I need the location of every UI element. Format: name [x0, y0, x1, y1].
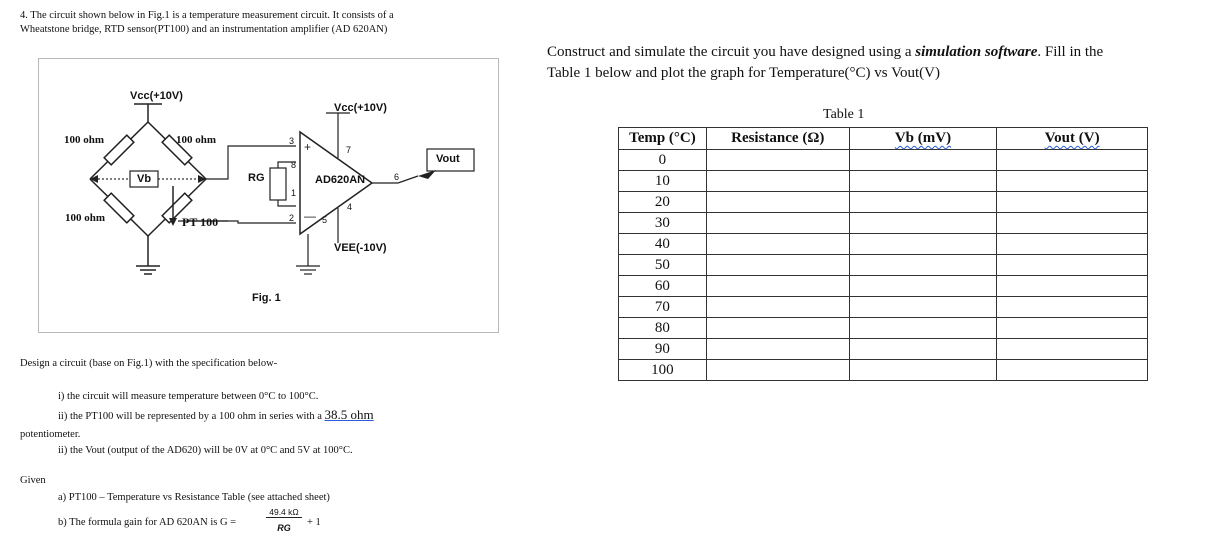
- spec-1: i) the circuit will measure temperature between 0°C to 100°C.: [58, 391, 319, 402]
- table-row: [619, 192, 1148, 213]
- vout-cell[interactable]: [997, 318, 1148, 339]
- svg-text:+: +: [304, 140, 312, 154]
- table-row: [619, 339, 1148, 360]
- vb-cell[interactable]: [849, 360, 997, 381]
- vb-cell[interactable]: [849, 234, 997, 255]
- vcc-left-label: Vcc(+10V): [130, 90, 183, 102]
- question-line-1: 4. The circuit shown below in Fig.1 is a temperature measurement circuit. It consists of a: [20, 10, 394, 21]
- resistance-cell[interactable]: [706, 276, 849, 297]
- spec-2-value: 38.5 ohm: [324, 407, 374, 422]
- temp-cell: 40: [619, 234, 707, 255]
- spec-2-continued: potentiometer.: [20, 429, 81, 440]
- amp-label: AD620AN: [315, 174, 366, 186]
- temp-cell: 90: [619, 339, 707, 360]
- resistance-cell[interactable]: [706, 360, 849, 381]
- pin-6: 6: [394, 172, 400, 182]
- vcc-right-label: Vcc(+10V): [334, 102, 387, 114]
- vout-cell[interactable]: [997, 360, 1148, 381]
- vout-cell[interactable]: [997, 213, 1148, 234]
- table-row: [619, 318, 1148, 339]
- vb-cell[interactable]: [849, 192, 997, 213]
- vout-cell[interactable]: [997, 255, 1148, 276]
- design-intro: Design a circuit (base on Fig.1) with the specification below-: [20, 358, 278, 369]
- vee-label: VEE(-10V): [334, 242, 387, 254]
- temp-cell: 50: [619, 255, 707, 276]
- spec-2: [58, 408, 374, 424]
- vb-label: Vb: [137, 173, 152, 185]
- pin-1: 1: [291, 188, 297, 198]
- vout-cell[interactable]: [997, 171, 1148, 192]
- temp-cell: 80: [619, 318, 707, 339]
- table-caption: Table 1: [823, 107, 865, 122]
- table-row: [619, 360, 1148, 381]
- table-header-row: [619, 128, 1148, 150]
- table-row: [619, 276, 1148, 297]
- given-a: a) PT100 – Temperature vs Resistance Table (see attached sheet): [58, 492, 330, 503]
- vb-cell[interactable]: [849, 171, 997, 192]
- question-line-2: Wheatstone bridge, RTD sensor(PT100) and an instrumentation amplifier (AD 620AN): [20, 24, 388, 35]
- temp-cell: 10: [619, 171, 707, 192]
- instruction-line-1: [547, 42, 1103, 63]
- temp-cell: 30: [619, 213, 707, 234]
- r-bottom-left-label: 100 ohm: [65, 212, 106, 224]
- gain-denominator: RG: [277, 523, 291, 533]
- instruction-emphasis: simulation software: [915, 44, 1038, 60]
- table-row: [619, 213, 1148, 234]
- pin-2: 2: [289, 213, 295, 223]
- resistance-cell[interactable]: [706, 297, 849, 318]
- temp-cell: 60: [619, 276, 707, 297]
- temp-cell: 100: [619, 360, 707, 381]
- r-top-left-label: 100 ohm: [64, 134, 105, 146]
- resistance-cell[interactable]: [706, 318, 849, 339]
- resistance-cell[interactable]: [706, 234, 849, 255]
- instruction-post: . Fill in the: [1037, 44, 1104, 60]
- pt100-label: PT 100: [182, 215, 219, 229]
- vout-cell[interactable]: [997, 276, 1148, 297]
- vout-cell[interactable]: [997, 297, 1148, 318]
- results-table: [618, 127, 1148, 381]
- svg-text:—: —: [304, 209, 316, 223]
- resistance-cell[interactable]: [706, 255, 849, 276]
- vb-cell[interactable]: [849, 213, 997, 234]
- vb-cell[interactable]: [849, 255, 997, 276]
- vout-cell[interactable]: [997, 234, 1148, 255]
- resistance-cell[interactable]: [706, 171, 849, 192]
- temp-cell: 20: [619, 192, 707, 213]
- vb-cell[interactable]: [849, 150, 997, 171]
- table-row: [619, 255, 1148, 276]
- spec-2-text: ii) the PT100 will be represented by a 100 ohm in series with a: [58, 411, 325, 422]
- header-vout: Vout (V): [997, 128, 1148, 150]
- temp-cell: 0: [619, 150, 707, 171]
- instruction-pre: Construct and simulate the circuit you have designed using a: [547, 44, 916, 60]
- vb-cell[interactable]: [849, 297, 997, 318]
- vout-label: Vout: [436, 153, 460, 165]
- given-b: b) The formula gain for AD 620AN is G =: [58, 517, 237, 528]
- vout-cell[interactable]: [997, 339, 1148, 360]
- header-temp: Temp (°C): [619, 128, 707, 150]
- table-row: [619, 171, 1148, 192]
- table-row: [619, 234, 1148, 255]
- table-row: [619, 297, 1148, 318]
- given-title: Given: [20, 475, 46, 486]
- header-vb: Vb (mV): [849, 128, 997, 150]
- pin-5: 5: [322, 215, 328, 225]
- resistance-cell[interactable]: [706, 339, 849, 360]
- vb-cell[interactable]: [849, 339, 997, 360]
- resistance-cell[interactable]: [706, 192, 849, 213]
- resistance-cell[interactable]: [706, 150, 849, 171]
- pin-8: 8: [291, 160, 297, 170]
- spec-3: ii) the Vout (output of the AD620) will be 0V at 0°C and 5V at 100°C.: [58, 445, 353, 456]
- vb-cell[interactable]: [849, 276, 997, 297]
- table-row: [619, 150, 1148, 171]
- gain-numerator: 49.4 kΩ: [266, 507, 302, 518]
- r-top-right-label: 100 ohm: [176, 134, 217, 146]
- vout-cell[interactable]: [997, 150, 1148, 171]
- temp-cell: 70: [619, 297, 707, 318]
- question-text: [20, 9, 520, 37]
- vb-cell[interactable]: [849, 318, 997, 339]
- figure-caption: Fig. 1: [252, 292, 281, 304]
- vout-cell[interactable]: [997, 192, 1148, 213]
- rg-label: RG: [248, 172, 265, 184]
- gain-plus-one: + 1: [307, 517, 321, 528]
- resistance-cell[interactable]: [706, 213, 849, 234]
- pin-4: 4: [347, 202, 353, 212]
- header-resistance: Resistance (Ω): [706, 128, 849, 150]
- pin-7: 7: [346, 145, 352, 155]
- instruction-line-2: Table 1 below and plot the graph for Temperature(°C) vs Vout(V): [547, 65, 940, 81]
- pin-3: 3: [289, 136, 295, 146]
